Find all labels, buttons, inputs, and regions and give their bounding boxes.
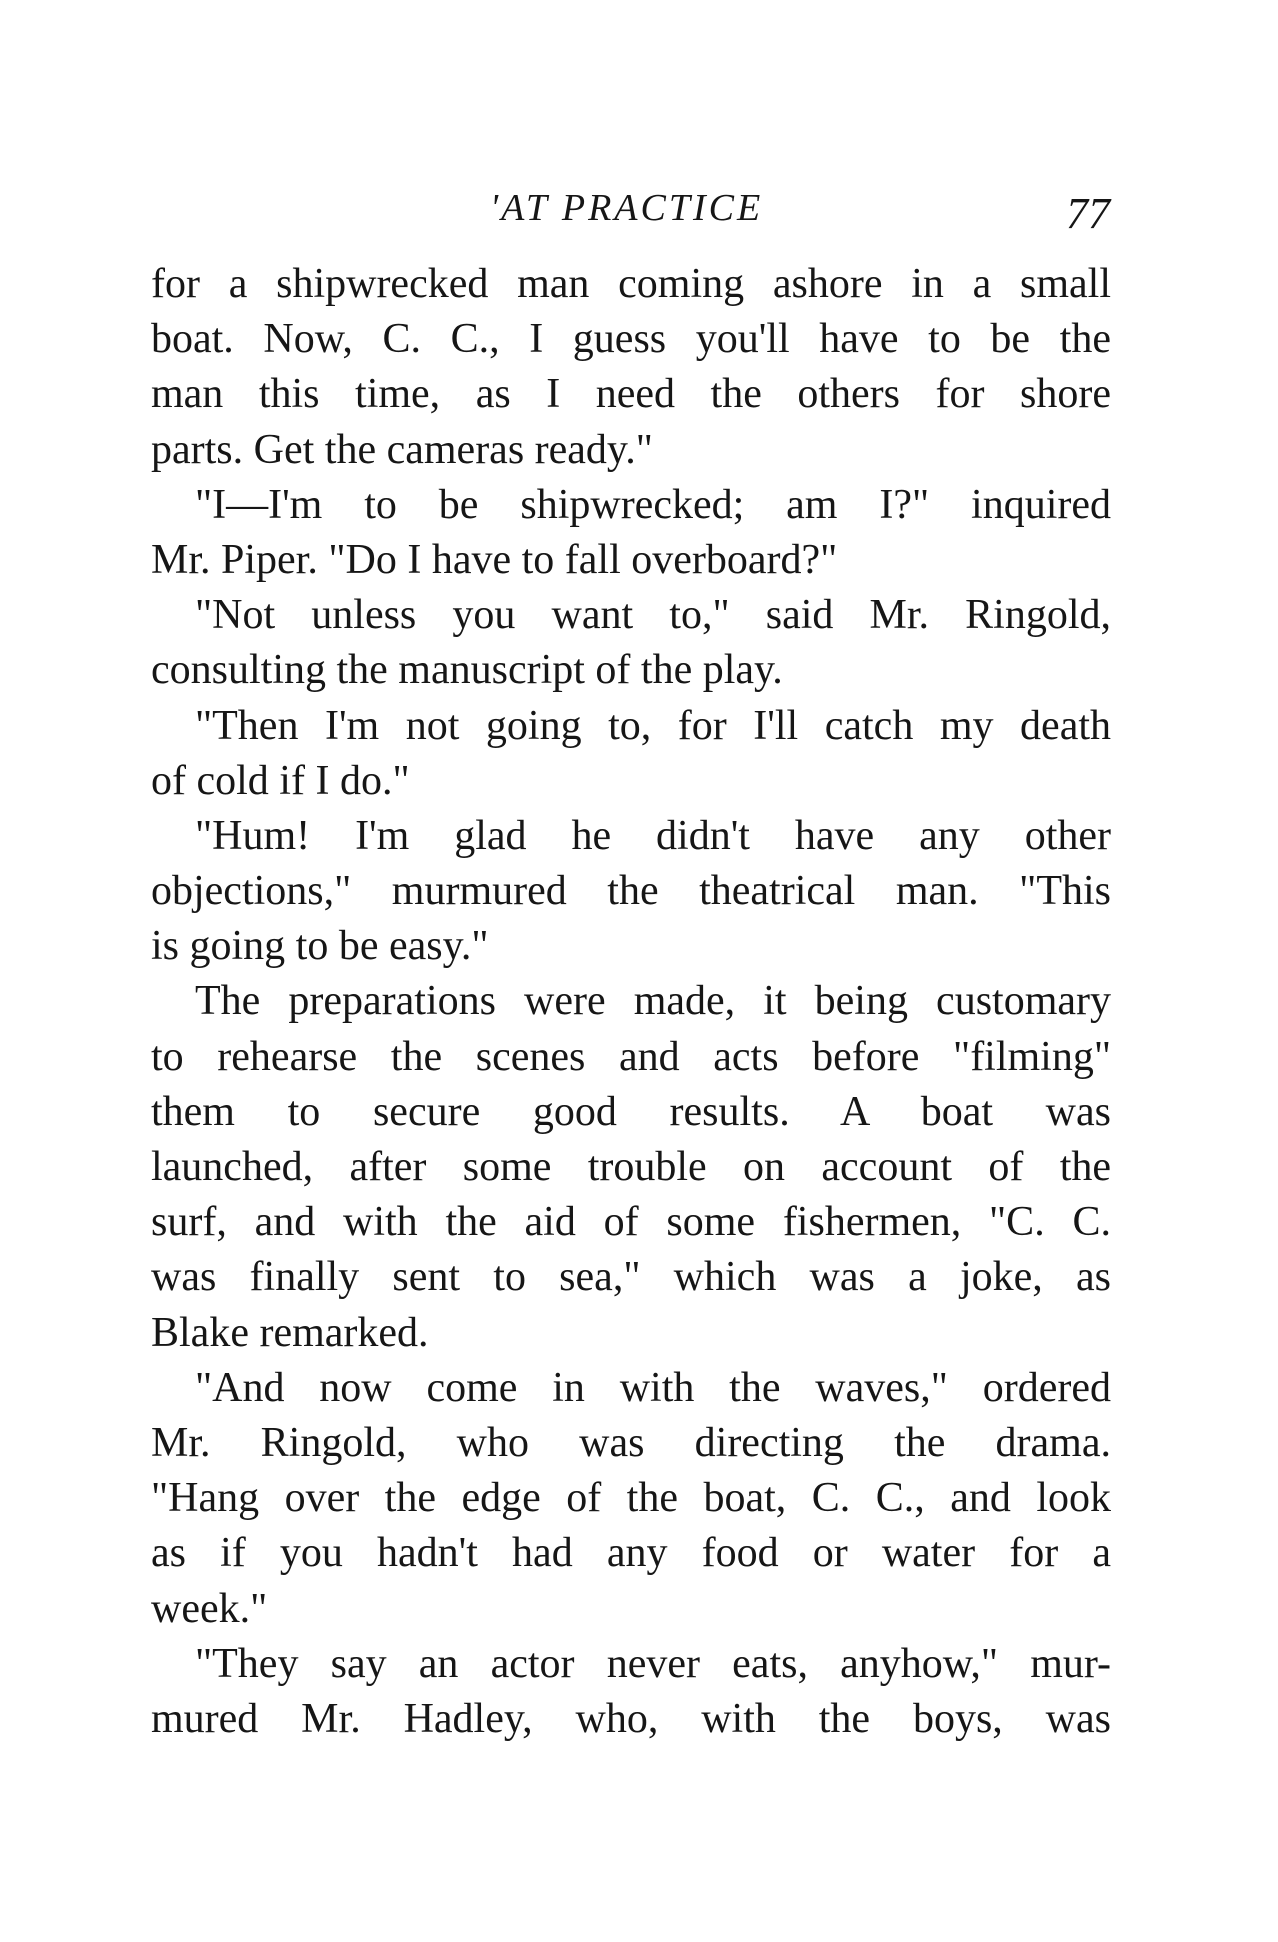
text-line: Mr. Piper. "Do I have to fall overboard?" (151, 536, 838, 583)
text-line: "Hum! I'm glad he didn't have any other (195, 812, 1111, 859)
text-line: Blake remarked. (151, 1309, 429, 1356)
text-line: The preparations were made, it being customary (195, 978, 1111, 1025)
text-line: parts. Get the cameras ready." (151, 426, 653, 473)
text-line: man this time, as I need the others for shore (151, 371, 1111, 418)
text-line: objections," murmured the theatrical man. "This (151, 868, 1111, 915)
text-line: for a shipwrecked man coming ashore in a small (151, 261, 1111, 307)
text-line: was finally sent to sea," which was a joke, as (151, 1254, 1111, 1301)
text-line: of cold if I do." (151, 757, 410, 804)
text-line: "And now come in with the waves," ordered (195, 1364, 1111, 1411)
running-title: 'AT PRACTICE (490, 187, 764, 229)
text-line: to rehearse the scenes and acts before "filming" (151, 1033, 1111, 1080)
text-line: them to secure good results. A boat was (151, 1088, 1111, 1135)
text-line: surf, and with the aid of some fishermen, "C. C. (151, 1199, 1111, 1246)
body-text (151, 257, 1111, 1747)
text-line: "Then I'm not going to, for I'll catch my death (195, 702, 1111, 749)
text-line: "I—I'm to be shipwrecked; am I?" inquired (195, 481, 1111, 528)
running-header (150, 180, 1110, 240)
text-line: Mr. Ringold, who was directing the drama. (151, 1419, 1111, 1466)
text-line: boat. Now, C. C., I guess you'll have to be the (151, 316, 1111, 363)
text-line: "They say an actor never eats, anyhow," mur- (195, 1640, 1111, 1687)
text-line: "Not unless you want to," said Mr. Ringold, (195, 592, 1111, 639)
text-line: launched, after some trouble on account of the (151, 1144, 1111, 1190)
page-number: 77 (1066, 189, 1110, 238)
text-line: is going to be easy." (151, 923, 489, 970)
text-line: week." (151, 1585, 268, 1632)
text-line: "Hang over the edge of the boat, C. C., and look (151, 1475, 1111, 1522)
text-line: mured Mr. Hadley, who, with the boys, was (151, 1695, 1111, 1742)
text-line: as if you hadn't had any food or water for a (151, 1530, 1111, 1577)
text-line: consulting the manuscript of the play. (151, 647, 783, 694)
